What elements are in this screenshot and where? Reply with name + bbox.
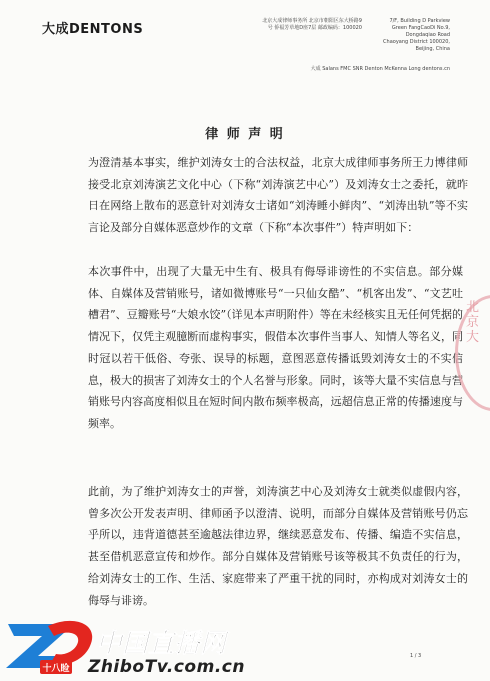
address-english: 7/F, Building D Parkview Green FangCaoDi No.9, Dongdaqiao Road Chaoyang District 100020, Beijing, China [383,18,450,52]
watermark-url: ZhiboTv.com.cn [88,657,245,677]
paragraph-intro: 为澄清基本事实，维护刘涛女士的合法权益，北京大成律师事务所王力博律师接受北京刘涛演艺文化中心（下称“刘涛演艺中心”）及刘涛女士之委托，就昨日在网络上散布的恶意针对刘涛女士诸如“刘涛睡小鲜肉”、“刘涛出轨”等不实言论及部分自媒体恶意炒作的文章（下称“本次事件”）特声明如下： [88,156,468,235]
firm-affiliates-line: 大成 Salans FMC SNR Denton McKenna Long dentons.cn [310,66,450,72]
watermark-tag-text: 十八睑 [42,664,70,674]
address-chinese: 北京大成律师事务所 北京市朝阳区东大桥路9号 侨福芳草地D座7层 邮政编码：100020 [262,18,362,31]
paragraph-prior-actions: 此前，为了维护刘涛女士的声誉，刘涛演艺中心及刘涛女士就类似虚假内容，曾多次公开发表声明、律师函予以澄清、说明，而部分自媒体及营销账号仍忘乎所以，违背道德甚至逾越法律边界，继续恶意发布、传播、编造不实信息，甚至借机恶意宣传和炒作。部分自媒体及营销账号该等极其不负责任的行为，给刘涛女士的工作、生活、家庭带来了严重干扰的同时，亦构成对刘涛女士的侮辱与诽谤。 [88,485,468,607]
dentons-logo: 大成DENTONS [42,22,144,37]
watermark-brand-text: 中国直播网 [96,629,227,659]
page-number: 1 / 3 [410,653,422,659]
statement-title: 律 师 声 明 [205,127,285,142]
seal-stamp-text: 北京大 [466,300,480,345]
paragraph-incident: 本次事件中，出现了大量无中生有、极具有侮辱诽谤性的不实信息。部分媒体、自媒体及营销账号，诸如微博账号“一只仙女酷”、“机客出发”、“文艺吐槽君”、豆瓣账号“大娘水饺”（详见本声明附件）等在未经核实且无任何凭据的情况下，仅凭主观臆断而虚构事实，假借本次事件当事人、知情人等名义，同时冠以若干低俗、夸张、误导的标题，意图恶意传播诋毁刘涛女士的不实信息，极大的损害了刘涛女士的个人名誉与形象。同时，该等大量不实信息与营销账号内容高度相似且在短时间内散布频率极高，远超信息正常的传播速度与频率。 [88,265,463,430]
